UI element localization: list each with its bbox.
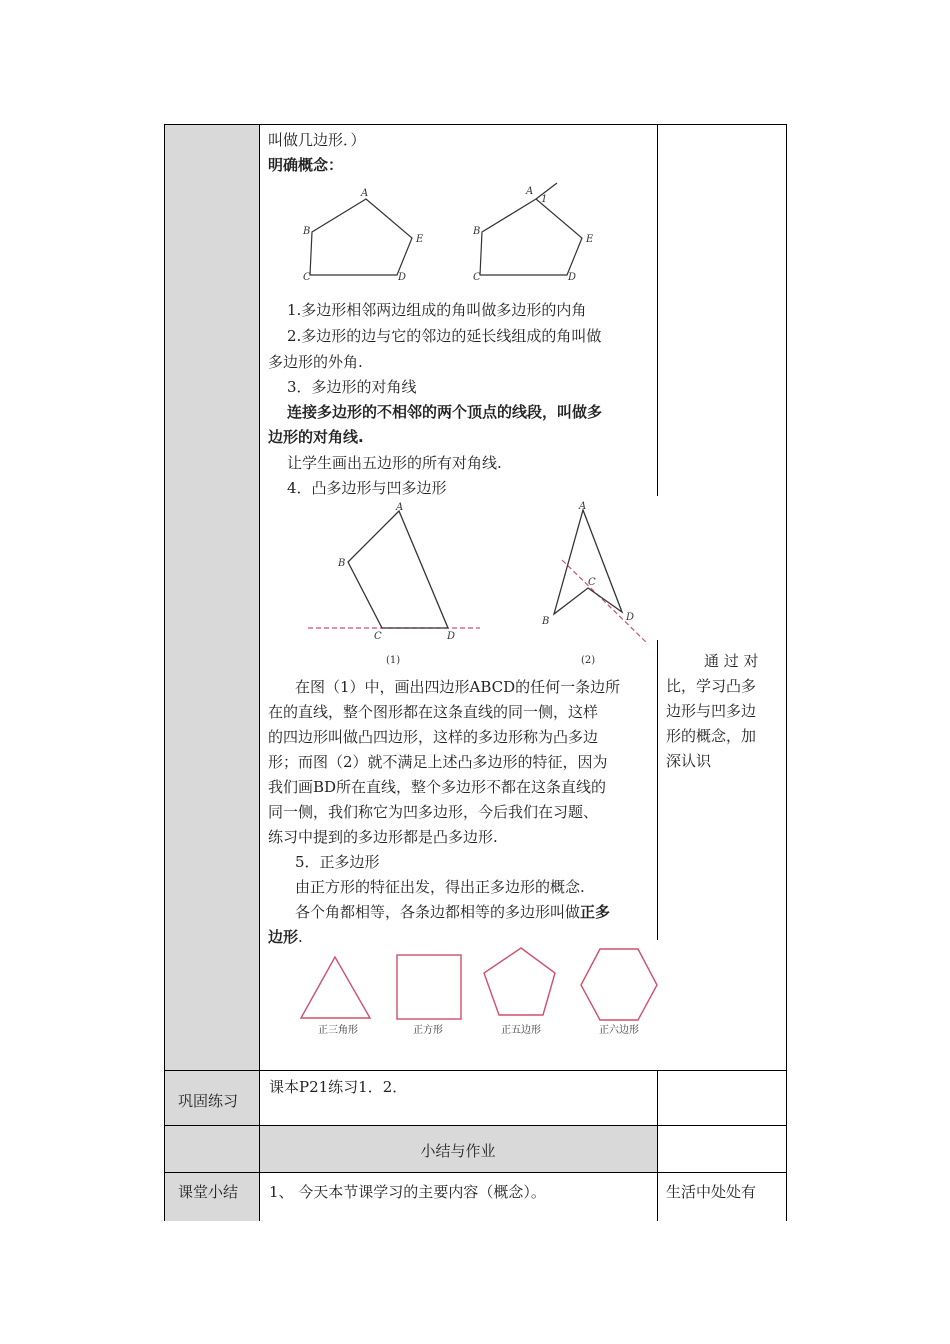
item-5-c-tail: . [298,928,303,946]
pentagon-label-C: C [303,272,311,283]
col-divider-2a [657,124,658,496]
convex-label-D: D [447,631,456,642]
caption-square: 正方形 [413,1025,443,1036]
concave-extension-line [562,560,648,644]
caption-1: (1) [386,655,401,665]
convex-label-C: C [374,631,382,642]
note-line-3: 边形与凹多边 [666,702,757,720]
quadrilateral-figures [300,500,660,665]
concave-label-A: A [579,501,587,512]
summary-header: 小结与作业 [420,1142,496,1160]
section-heading: 明确概念： [268,156,344,174]
concave-label-B: B [542,616,550,627]
item-5: 5．正多边形 [295,853,380,871]
regular-polygons [295,945,665,1040]
caption-hexagon: 正六边形 [599,1025,639,1036]
table-right-border [786,124,787,1221]
row-line-3 [164,1172,787,1173]
concave-label-C: C [588,577,596,588]
item-1: 1.多边形相邻两边组成的角叫做多边形的内角 [287,301,587,319]
note-line-1: 通 过 对 [704,652,759,670]
caption-2: (2) [581,655,596,665]
pentagon2-label-B: B [473,226,481,237]
row-line-1 [164,1070,787,1071]
pentagon2-label-A: A [526,186,534,197]
exterior-angle-label: 1 [541,194,548,205]
pentagon2-label-C: C [473,272,481,283]
pentagon-interior [310,199,412,275]
regular-pentagon [484,948,555,1015]
paragraph-line-6: 同一侧，我们称它为凹多边形，今后我们在习题、 [268,803,599,821]
practice-label: 巩固练习 [178,1092,239,1110]
caption-pentagon: 正五边形 [501,1025,541,1036]
pentagon-exterior [480,199,582,275]
diagonal-definition-b: 边形的对角线. [268,428,364,446]
note-line-5: 深认识 [666,752,712,770]
item-5-b-text: 各个角都相等，各条边都相等的多边形叫做 [295,903,581,921]
pentagon-label-A: A [361,188,369,199]
pentagon-label-D: D [398,272,407,283]
pentagon-label-B: B [303,226,311,237]
paragraph-line-3: 的四边形叫做凸四边形，这样的多边形称为凸多边 [268,728,599,746]
paragraph-line-5: 我们画BD所在直线，整个多边形不都在这条直线的 [268,778,607,796]
item-5-b [295,900,610,925]
note-line-2: 比，学习凸多 [666,677,757,695]
item-2-b: 多边形的外角. [268,353,363,371]
diagonal-definition-a: 连接多边形的不相邻的两个顶点的线段，叫做多 [287,403,603,421]
pentagon-figures [290,182,650,292]
regular-hexagon [581,949,657,1020]
regular-triangle [301,957,370,1018]
paragraph-line-7: 练习中提到的多边形都是凸多边形. [268,828,498,846]
col-divider-1 [259,124,260,1221]
convex-label-A: A [396,502,404,513]
table-top-border [164,124,787,125]
paragraph-line-1: 在图（1）中，画出四边形ABCD的任何一条边所 [295,678,621,696]
convex-quadrilateral [348,511,448,628]
convex-label-B: B [338,558,346,569]
item-3: 3．多边形的对角线 [287,378,417,396]
left-column-shade [165,125,259,1221]
item-5-c-bold: 边形 [268,928,299,946]
table-left-border [164,124,165,1221]
item-2-a: 2.多边形的边与它的邻边的延长线组成的角叫做 [287,327,602,345]
col-divider-2c [657,1070,658,1221]
item-3-task: 让学生画出五边形的所有对角线. [287,454,502,472]
col-divider-2b [657,640,658,940]
class-summary-label: 课堂小结 [178,1183,239,1201]
caption-triangle: 正三角形 [318,1025,358,1036]
item-4: 4．凸多边形与凹多边形 [287,479,447,497]
row-line-2 [164,1125,787,1126]
paragraph-line-4: 形；而图（2）就不满足上述凸多边形的特征，因为 [268,753,608,771]
continued-line: 叫做几边形．） [268,131,366,149]
regular-square [397,955,461,1019]
pentagon-label-E: E [416,234,424,245]
concave-label-D: D [626,612,635,623]
pentagon2-label-D: D [568,272,577,283]
pentagon2-label-E: E [586,234,594,245]
note-line-4: 形的概念，加 [666,727,757,745]
practice-content: 课本P21练习1．2． [269,1078,408,1096]
class-summary-content: 1、 今天本节课学习的主要内容（概念）。 [269,1183,546,1201]
item-5-b-bold: 正多 [580,903,611,921]
paragraph-line-2: 在的直线，整个图形都在这条直线的同一侧，这样 [268,703,599,721]
item-5-a: 由正方形的特征出发，得出正多边形的概念. [295,878,585,896]
class-summary-note: 生活中处处有 [666,1183,757,1201]
